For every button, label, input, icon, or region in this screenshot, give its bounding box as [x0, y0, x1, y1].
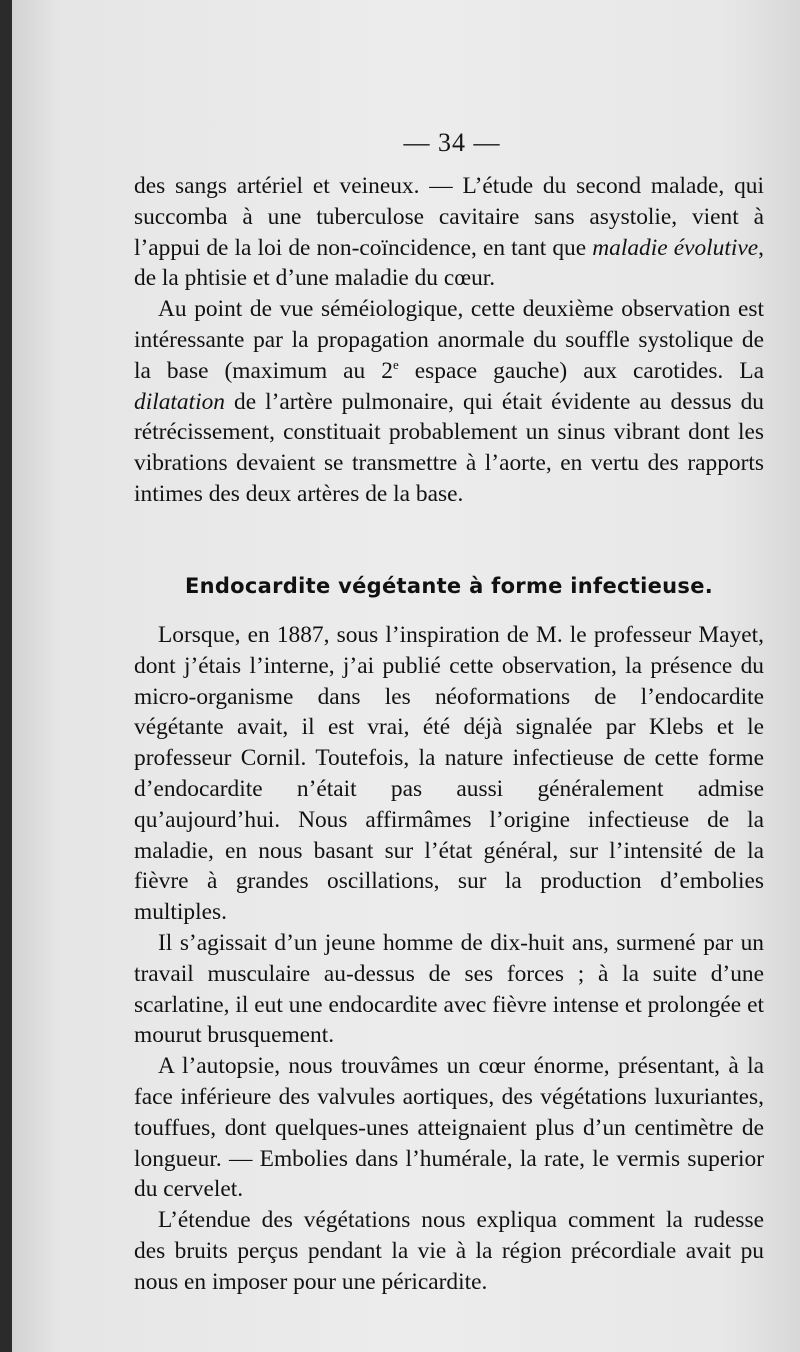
paragraph: A l’autopsie, nous trouvâmes un cœur énorme, présentant, à la face inférieure des valvules aortiques, des végétations luxuriantes, touffues, dont quelques-unes atteignaient plus d’un centimètre de longueur. — Embolies dans l’humérale, la rate, le vermis superior du cervelet.: [134, 1053, 764, 1203]
paragraph-text: espace gauche) aux carotides. La: [398, 357, 764, 384]
paragraph: Il s’agissait d’un jeune homme de dix-huit ans, surmené par un travail musculaire au-dessus de ses forces ; à la suite d’une scarlatine, il eut une endocardite avec fièvre intense et prolongée et mourut brusquement.: [134, 929, 764, 1049]
paragraph-text: des sangs artériel et veineux. — L’étude du second malade, qui succomba à une tuberculose cavitaire sans asystolie, vient à l’appui de la loi de non-coïncidence, en tant que: [134, 173, 764, 261]
italic-term: maladie évolutive: [592, 234, 759, 261]
page-number: — 34 —: [403, 128, 501, 157]
scanned-page: [12, 0, 800, 1352]
section-heading: Endocardite végétante à forme infectieuse.: [184, 574, 714, 598]
paragraph-text: , de la phtisie et d’une maladie du cœur.: [134, 234, 764, 292]
paragraph-text: de l’artère pulmonaire, qui était évidente au dessus du rétrécissement, constituait probablement un sinus vibrant dont les vibrations devaient se transmettre à l’aorte, en vertu des rapports intimes des deux artères de la base.: [134, 388, 764, 507]
paragraph: L’étendue des végétations nous expliqua comment la rudesse des bruits perçus pendant la vie à la région précordiale avait pu nous en imposer pour une péricardite.: [134, 1207, 764, 1295]
superscript: e: [392, 356, 399, 372]
italic-term: dilatation: [134, 388, 225, 415]
section-body: [134, 620, 764, 1298]
paragraph: [134, 171, 764, 294]
paragraph: [134, 294, 764, 510]
paragraph: Lorsque, en 1887, sous l’inspiration de M. le professeur Mayet, dont j’étais l’interne, j’ai publié cette observation, la présence du micro-organisme dans les néoformations de l’endocardite végétante avait, il est vrai, été déjà signalée par Klebs et le professeur Cornil. Toutefois, la nature infectieuse de cette forme d’endocardite n’était pas aussi généralement admise qu’aujourd’hui. Nous affirmâmes l’origine infectieuse de la maladie, en nous basant sur l’état général, sur l’intensité de la fièvre à grandes oscillations, sur la production d’embolies multiples.: [134, 622, 764, 926]
paragraph-text: Au point de vue séméiologique, cette deuxième observation est intéressante par la propagation anormale du souffle systolique de la base (maximum au 2: [134, 296, 764, 384]
section-continuation: [134, 171, 764, 510]
